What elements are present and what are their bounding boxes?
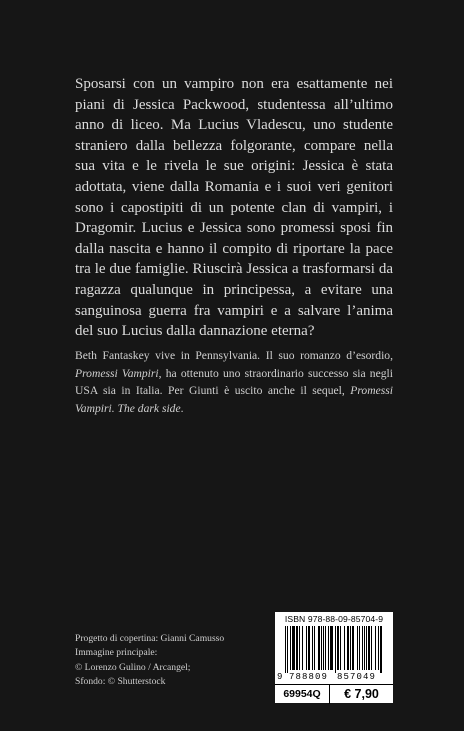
- barcode-stripe: [380, 626, 382, 673]
- barcode-stripe: [366, 626, 367, 670]
- barcode-stripe: [314, 626, 315, 670]
- ean-right-group: 857049: [337, 672, 377, 682]
- barcode-bottom-row: [275, 684, 393, 704]
- barcode-stripe: [357, 626, 358, 670]
- barcode-stripe: [364, 626, 365, 670]
- barcode-stripe: [290, 626, 291, 670]
- credit-line-image-label: Immagine principale:: [75, 647, 158, 659]
- barcode-stripe: [299, 626, 300, 670]
- bio-text-1: Beth Fantaskey vive in Pennsylvania. Il suo romanzo d’esordio,: [75, 349, 393, 362]
- barcode-stripe: [340, 626, 341, 670]
- barcode-stripe: [321, 626, 322, 670]
- barcode-stripe: [328, 626, 329, 670]
- ean-left-group: 788809: [289, 672, 329, 682]
- barcode-stripe: [296, 626, 298, 670]
- author-bio: [75, 347, 393, 417]
- barcode-stripe: [302, 626, 303, 670]
- bio-sequel-title: Promessi Vampiri. The dark side: [75, 384, 393, 415]
- barcode-stripe: [292, 626, 295, 670]
- bio-text-3: .: [180, 401, 184, 415]
- barcode-bars: [285, 626, 383, 673]
- barcode-stripe: [325, 626, 326, 670]
- price-label: € 7,90: [344, 687, 379, 701]
- barcode-stripe: [337, 626, 339, 670]
- barcode-stripe: [335, 626, 336, 673]
- barcode-stripe: [312, 626, 313, 670]
- barcode-stripe: [368, 626, 370, 670]
- credit-line-background: Sfondo: © Shutterstock: [75, 675, 166, 687]
- barcode-stripe: [287, 626, 288, 673]
- barcode-stripe: [323, 626, 324, 670]
- barcode-box: [275, 612, 393, 703]
- bio-text-2: , ha ottenuto uno straordinario successo sia negli USA sia in Italia. Per Giunti è uscito anche il sequel,: [75, 366, 393, 398]
- barcode-stripe: [352, 626, 354, 670]
- barcode-stripe: [318, 626, 320, 670]
- cover-credits: [75, 632, 255, 689]
- bio-book-title: Promessi Vampiri: [75, 366, 159, 380]
- barcode-stripe: [362, 626, 363, 670]
- barcode-stripe: [306, 626, 307, 670]
- barcode-stripe: [378, 626, 379, 670]
- isbn-text: ISBN 978-88-09-85704-9: [284, 614, 384, 624]
- barcode-stripe: [359, 626, 360, 670]
- back-cover-blurb: Sposarsi con un vampiro non era esattamente nei piani di Jessica Packwood, studentessa all’ultimo anno di liceo. Ma Lucius Vladescu, uno studente straniero dalla bellezza folgorante, compare nella sua vita e le rivela le sue origini: Jessica è stata adottata, viene dalla Romania e i suoi veri genitori sono i capostipiti di un potente clan di vampiri, i Dragomir. Lucius e Jessica sono promessi sposi fin dalla nascita e hanno il compito di riportare la pace tra le due famiglie. Riuscirà Jessica a trasformarsi da ragazza qualunque in principessa, a evitare una sanguinosa guerra fra vampiri e a salvare l’anima del suo Lucius dalla dannazione eterna?: [75, 76, 393, 340]
- credit-line-design: Progetto di copertina: Gianni Camusso: [75, 633, 225, 644]
- product-code: 69954Q: [275, 685, 330, 704]
- ean-first-digit: 9: [277, 672, 283, 682]
- barcode-stripe: [350, 626, 351, 670]
- barcode-stripe: [371, 626, 372, 670]
- barcode-stripe: [330, 626, 333, 670]
- barcode-stripe: [308, 626, 310, 670]
- credit-line-image: © Lorenzo Gulino / Arcangel;: [75, 661, 191, 673]
- barcode-stripe: [347, 626, 349, 670]
- barcode-stripe: [344, 626, 345, 670]
- barcode-stripe: [375, 626, 376, 670]
- barcode-stripe: [285, 626, 286, 673]
